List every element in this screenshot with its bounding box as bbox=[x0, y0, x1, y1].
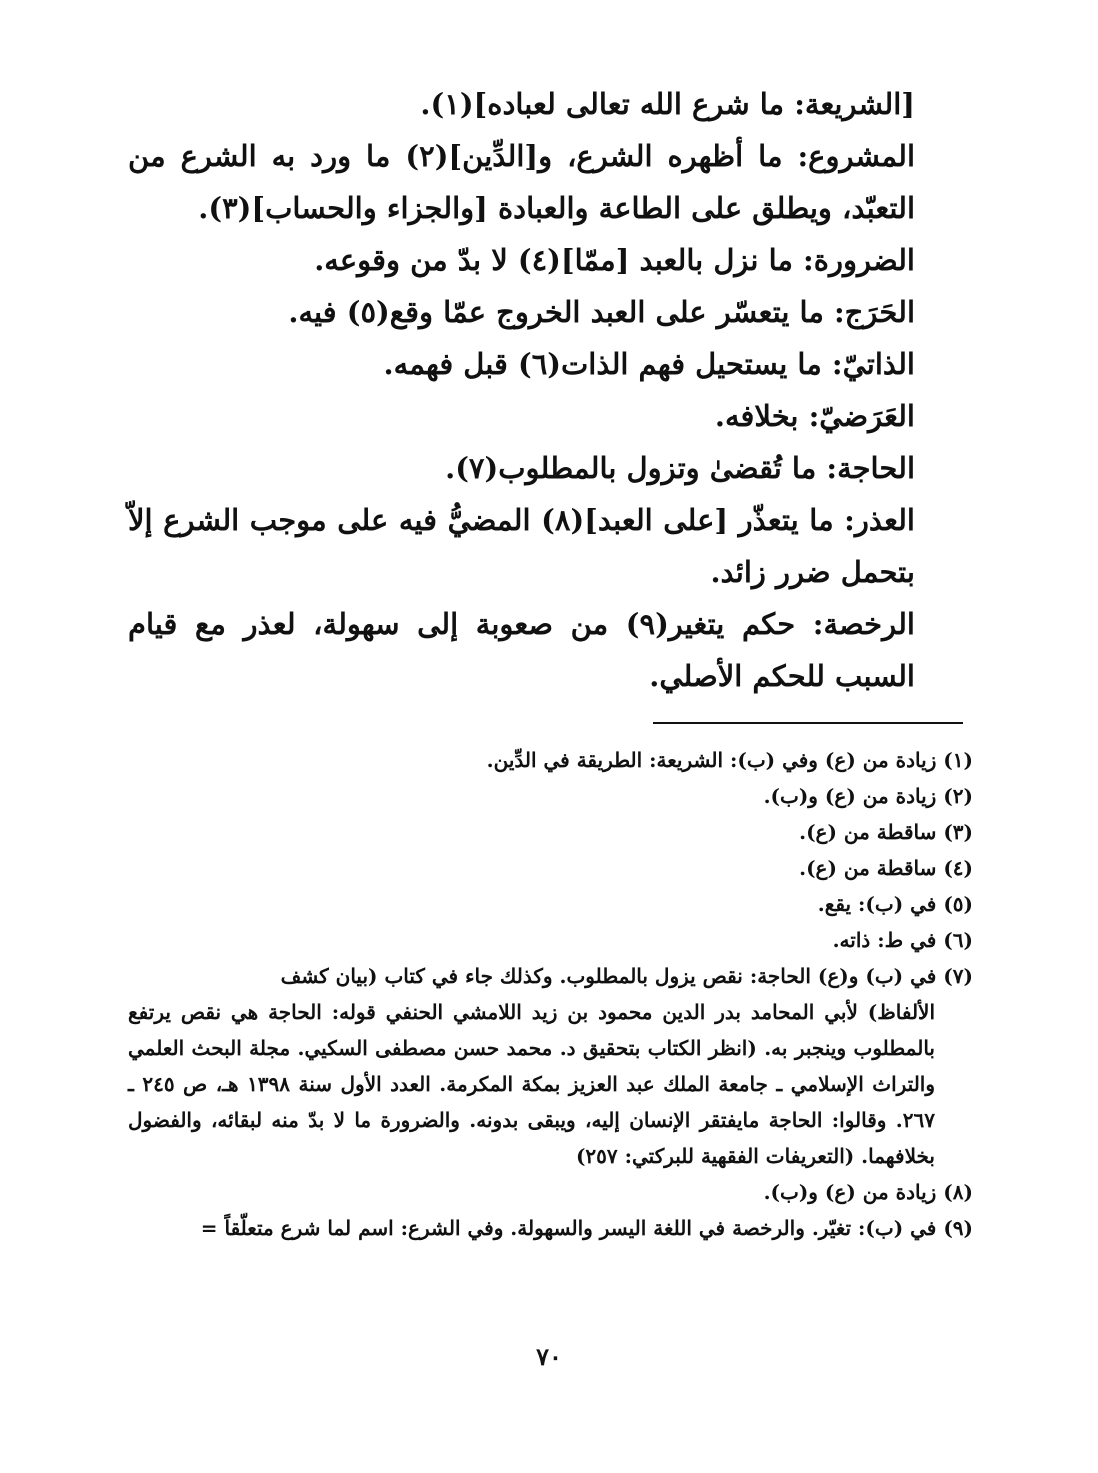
definition-sharia: [الشريعة: ما شرع الله تعالى لعباده](١). bbox=[420, 87, 915, 121]
footnote-1: (١) زيادة من (ع) وفي (ب): الشريعة: الطريقة في الدِّين. bbox=[486, 748, 973, 772]
definition-darura: الضرورة: ما نزل بالعبد [ممّا](٤) لا بدّ من وقوعه. bbox=[314, 243, 915, 277]
footnote-7 bbox=[128, 958, 973, 1174]
definition-mashru: المشروع: ما أظهره الشرع، و[الدِّين](٢) ما ورد به الشرع من التعبّد، ويطلق على الطاعة والعبادة [والجزاء والحساب](٣). bbox=[128, 139, 915, 225]
footnote-5: (٥) في (ب): يقع. bbox=[817, 892, 973, 916]
main-text bbox=[128, 78, 973, 702]
definition-udhr: العذر: ما يتعذّر [على العبد](٨) المضيُّ فيه على موجب الشرع إلاّ بتحمل ضرر زائد. bbox=[128, 503, 915, 589]
footnote-divider bbox=[653, 722, 963, 724]
footnotes bbox=[128, 742, 973, 1246]
footnote-2: (٢) زيادة من (ع) و(ب). bbox=[763, 784, 973, 808]
footnote-9: (٩) في (ب): تغيّر. والرخصة في اللغة اليسر والسهولة. وفي الشرع: اسم لما شرع متعلّقاً = bbox=[200, 1216, 973, 1240]
footnote-7-first-line: (٧) في (ب) و(ع) الحاجة: نقص يزول بالمطلوب. وكذلك جاء في كتاب (بيان كشف bbox=[280, 964, 973, 988]
page-number: ٧٠ bbox=[536, 1342, 562, 1371]
footnote-7-continuation: الألفاظ) لأبي المحامد بدر الدين محمود بن زيد اللامشي الحنفي قوله: الحاجة هي نقص يرتفع بالمطلوب وينجبر به. (انظر الكتاب بتحقيق د. محمد حسن مصطفى السكيي. مجلة البحث العلمي والتراث الإسلامي ـ جامعة الملك عبد العزيز بمكة المكرمة. العدد الأول سنة ١٣٩٨ هـ، ص ٢٤٥ ـ ٢٦٧. وقالوا: الحاجة مايفتقر الإنسان إليه، ويبقى بدونه. والضرورة ما لا بدّ منه لبقائه، والفضول بخلافهما. (التعريفات الفقهية للبركتي: ٢٥٧) bbox=[128, 1000, 936, 1168]
footnote-4: (٤) ساقطة من (ع). bbox=[799, 856, 973, 880]
definition-aradi: العَرَضيّ: بخلافه. bbox=[714, 399, 915, 433]
footnote-3: (٣) ساقطة من (ع). bbox=[799, 820, 973, 844]
definition-haraj: الحَرَج: ما يتعسّر على العبد الخروج عمّا وقع(٥) فيه. bbox=[288, 295, 915, 329]
definition-rukhsa: الرخصة: حكم يتغير(٩) من صعوبة إلى سهولة، لعذر مع قيام السبب للحكم الأصلي. bbox=[128, 607, 915, 693]
footnote-8: (٨) زيادة من (ع) و(ب). bbox=[763, 1180, 973, 1204]
definition-haja: الحاجة: ما تُقضىٰ وتزول بالمطلوب(٧). bbox=[445, 451, 915, 485]
footnote-6: (٦) في ط: ذاته. bbox=[832, 928, 973, 952]
definition-dhati: الذاتيّ: ما يستحيل فهم الذات(٦) قبل فهمه. bbox=[383, 347, 915, 381]
